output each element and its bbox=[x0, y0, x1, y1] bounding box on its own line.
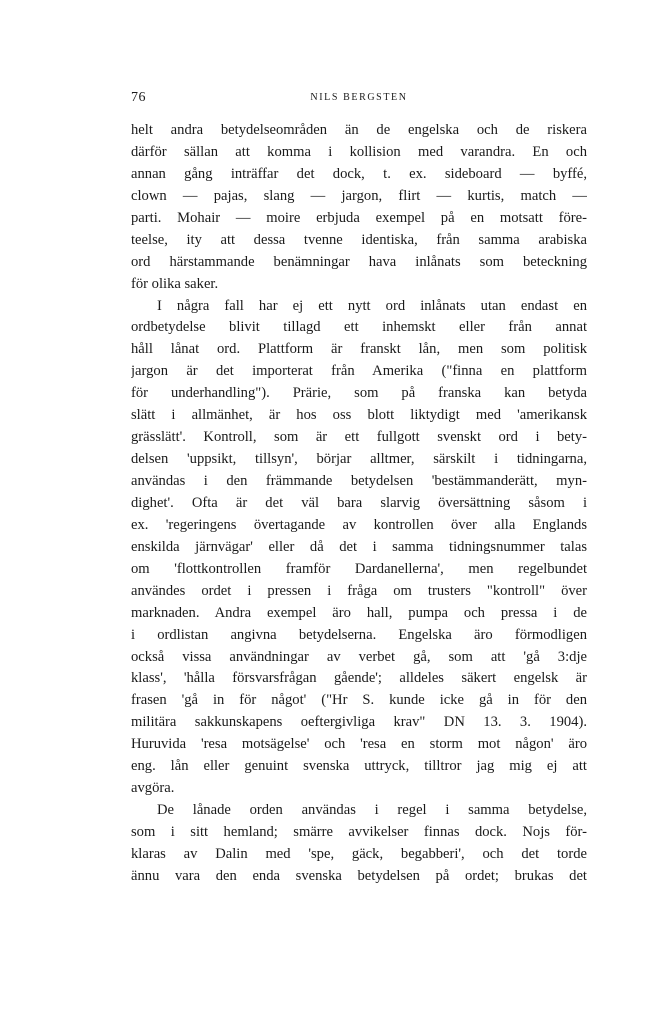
text-line: ordbetydelse blivit tillagd ett inhemskt eller från annat bbox=[131, 319, 587, 336]
text-line: I några fall har ej ett nytt ord inlånats utan endast en bbox=[157, 297, 587, 314]
text-line: om 'flottkontrollen framför Dardanellerna', men regelbundet bbox=[131, 560, 587, 577]
text-line: Huruvida 'resa motsägelse' och 'resa en storm mot någon' äro bbox=[131, 736, 587, 753]
page-number: 76 bbox=[131, 90, 146, 105]
text-line: delsen 'uppsikt, tillsyn', börjar alltmer, särskilt i tidningarna, bbox=[131, 451, 587, 468]
text-line: klaras av Dalin med 'spe, gäck, begabberi', och det torde bbox=[131, 845, 587, 862]
text-line: ännu vara den enda svenska betydelsen på ordet; brukas det bbox=[131, 867, 587, 884]
text-line: i ordlistan angivna betydelserna. Engelska äro förmodligen bbox=[131, 626, 587, 643]
running-head: NILS BERGSTEN bbox=[310, 92, 408, 103]
text-line: användas i den främmande betydelsen 'bestämmanderätt, myn- bbox=[131, 473, 587, 489]
text-line: grässlätt'. Kontroll, som är ett fullgott svenskt ord i bety- bbox=[131, 429, 587, 446]
text-line: helt andra betydelseområden än de engelska och de riskera bbox=[131, 122, 587, 138]
text-line: som i sitt hemland; smärre avvikelser finnas dock. Nojs för- bbox=[131, 824, 587, 840]
text-line: frasen 'gå in för något' ("Hr S. kunde icke gå in för den bbox=[131, 692, 587, 709]
text-line: militära sakkunskapens oeftergivliga krav" DN 13. 3. 1904). bbox=[131, 714, 587, 731]
text-line: De lånade orden användas i regel i samma betydelse, bbox=[157, 802, 587, 819]
text-line: håll lånat ord. Plattform är franskt lån, men som politisk bbox=[131, 341, 587, 358]
text-line: parti. Mohair — moire erbjuda exempel på en motsatt före- bbox=[131, 209, 587, 226]
text-line: ex. 'regeringens övertagande av kontrollen över alla Englands bbox=[131, 516, 587, 533]
text-line: enskilda järnvägar' eller då det i samma tidningsnummer talas bbox=[131, 538, 587, 555]
text-line: marknaden. Andra exempel äro hall, pumpa och pressa i de bbox=[131, 604, 587, 621]
text-line: för underhandling"). Prärie, som på franska kan betyda bbox=[131, 385, 587, 402]
text-line: för olika saker. bbox=[131, 275, 219, 292]
text-line: jargon är det importerat från Amerika ("finna en plattform bbox=[131, 363, 587, 380]
text-line: ord härstammande benämningar hava inlånats som beteckning bbox=[131, 253, 587, 270]
text-line: teelse, ity att dessa tvenne identiska, från samma arabiska bbox=[131, 231, 587, 248]
text-line: clown — pajas, slang — jargon, flirt — kurtis, match — bbox=[131, 187, 587, 204]
text-line: klass', 'hålla försvarsfrågan gående'; alldeles säkert engelsk är bbox=[131, 670, 587, 687]
text-line: annan gång inträffar det dock, t. ex. sideboard — byffé, bbox=[131, 165, 587, 182]
text-line: dighet'. Ofta är det väl bara slarvig översättning såsom i bbox=[131, 494, 587, 511]
text-line: eng. lån eller genuint svenska uttryck, tilltror jag mig ej att bbox=[131, 758, 587, 775]
text-line: avgöra. bbox=[131, 780, 175, 797]
body-text bbox=[131, 120, 587, 888]
text-line: också vissa användningar av verbet gå, som att 'gå 3:dje bbox=[131, 648, 587, 665]
text-line: slätt i allmänhet, är hos oss blott liktydigt med 'amerikansk bbox=[131, 407, 587, 424]
text-line: därför sällan att komma i kollision med varandra. En och bbox=[131, 143, 587, 160]
text-line: användes ordet i pressen i fråga om trusters "kontroll" över bbox=[131, 582, 587, 599]
page-header bbox=[131, 90, 587, 108]
